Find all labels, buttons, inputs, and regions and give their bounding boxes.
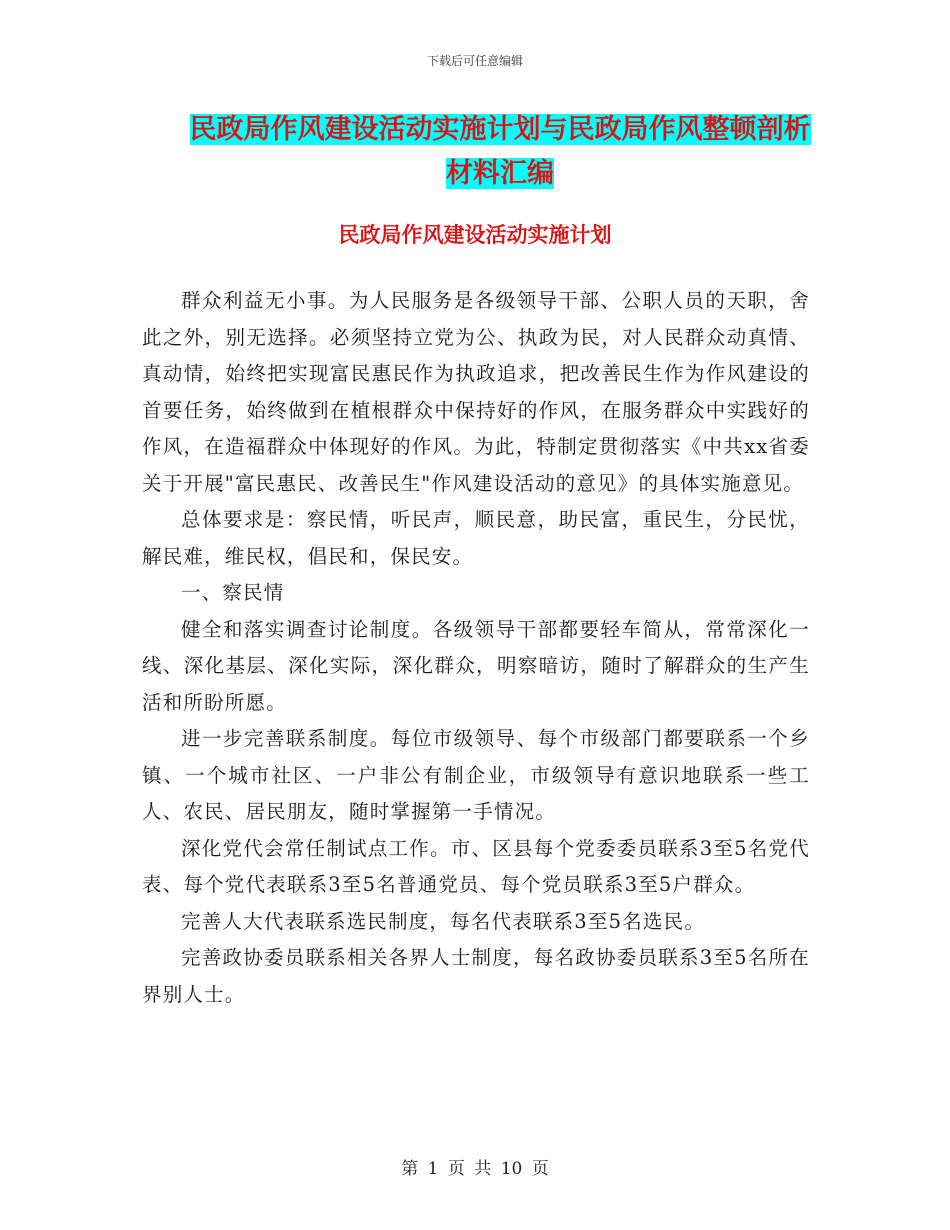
paragraph: 进一步完善联系制度。每位市级领导、每个市级部门都要联系一个乡镇、一个城市社区、一户非公有制企业，市级领导有意识地联系一些工人、农民、居民朋友，随时掌握第一手情况。 (142, 727, 810, 823)
paragraph: 深化党代会常任制试点工作。市、区县每个党委委员联系3至5名党代表、每个党代表联系3至5名普通党员、每个党员联系3至5户群众。 (142, 836, 810, 896)
document-title-line-1: 民政局作风建设活动实施计划与民政局作风整顿剖析 (189, 114, 811, 145)
paragraph: 健全和落实调查讨论制度。各级领导干部都要轻车简从，常常深化一线、深化基层、深化实际，深化群众，明察暗访，随时了解群众的生产生活和所盼所愿。 (142, 617, 810, 714)
document-title-line-2: 材料汇编 (446, 158, 554, 189)
document-title (140, 108, 860, 196)
paragraph: 群众利益无小事。为人民服务是各级领导干部、公职人员的天职，舍此之外，别无选择。必须坚持立党为公、执政为民，对人民群众动真情、真动情，始终把实现富民惠民作为执政追求，把改善民生作为作风建设的首要任务，始终做到在植根群众中保持好的作风，在服务群众中实践好的作风，在造福群众中体现好的作风。为此，特制定贯彻落实《中共xx省委关于开展"富民惠民、改善民生"作风建设活动的意见》的具体实施意见。 (142, 289, 810, 495)
paragraph: 完善人大代表联系选民制度，每名代表联系3至5名选民。 (181, 909, 706, 933)
paragraph: 完善政协委员联系相关各界人士制度，每名政协委员联系3至5名所在界别人士。 (142, 946, 810, 1006)
subheading: 一、察民情 (181, 581, 285, 604)
header-note: 下载后可任意编辑 (426, 54, 523, 68)
page-number-footer: 第 1 页 共 10 页 (401, 1159, 549, 1179)
section-title: 民政局作风建设活动实施计划 (338, 223, 612, 247)
paragraph: 总体要求是：察民情，听民声，顺民意，助民富，重民生，分民忧，解民难，维民权，倡民和，保民安。 (142, 508, 810, 568)
document-body (142, 283, 810, 1013)
